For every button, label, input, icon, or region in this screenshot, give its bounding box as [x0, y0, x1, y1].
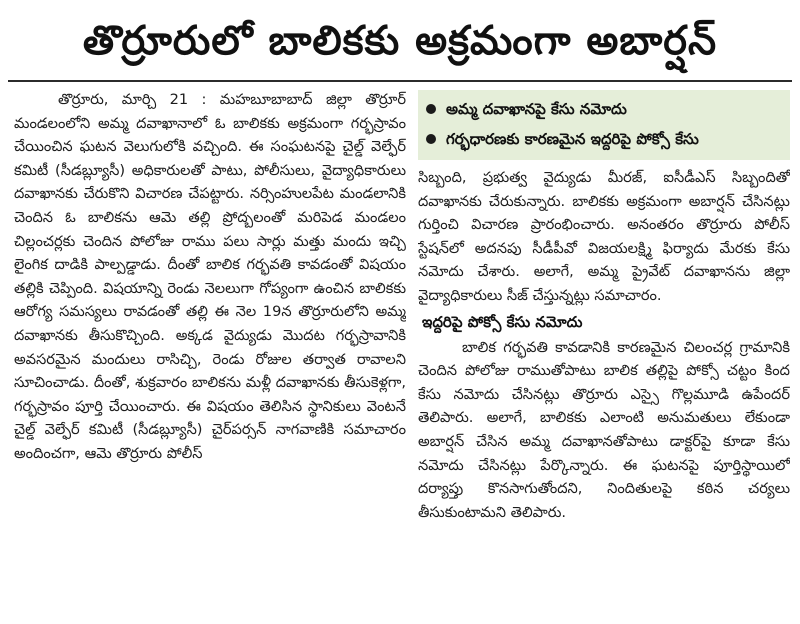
- highlight-item: [426, 94, 782, 124]
- highlights-box: [418, 90, 790, 160]
- subheading: ఇద్దరిపై పోక్సో కేసు నమోదు: [422, 312, 583, 331]
- highlight-item: [426, 124, 782, 154]
- highlight-text: గర్భధారణకు కారణమైన ఇద్దరిపై పోక్సో కేసు: [446, 130, 699, 148]
- bullet-icon: [426, 104, 436, 114]
- article-paragraph-1: తొర్రూరు, మార్చి 21 : మహబూబాబాద్ జిల్లా తొర్రూర్ మండలంలోని అమ్మ దవాఖానాలో ఓ బాలికకు అక్రమంగా గర్భస్రావం చేయించిన ఘటన వెలుగులోకి వచ్చింది. ఈ సంఘటనపై చైల్డ్ వెల్ఫేర్ కమిటీ (సీడబ్ల్యూసీ) అధికారులతో పాటు, పోలీసులు, వైద్యాధికారులు దవాఖానకు చేరుకొని విచారణ చేపట్టారు. నర్సింహులపేట మండలానికి చెందిన ఓ బాలికను ఆమె తల్లి ప్రోద్బలంతో మరిపెడ మండలం చిల్లంచర్లకు చెందిన పోలోజు రాము పలు సార్లు మత్తు మందు ఇచ్చి లైంగిక దాడికి పాల్పడ్డాడు. దీంతో బాలిక గర్భవతి కావడంతో విషయం తల్లికి చెప్పింది. విషయాన్ని రెండు నెలలుగా గోప్యంగా ఉంచిన బాలికకు ఆరోగ్య సమస్యలు రావడంతో తల్లి ఈ నెల 19న తొర్రూరులోని అమ్మ దవాఖానకు తీసుకొచ్చింది. అక్కడ వైద్యుడు మొదట గర్భస్రావానికి అవసరమైన మందులు రాసిచ్చి, రెండు రోజుల తర్వాత రావాలని సూచించాడు. దీంతో, శుక్రవారం బాలికను మళ్లీ దవాఖానకు తీసుకెళ్లగా, గర్భస్రావం పూర్తి చేయించారు. ఈ విషయం తెలిసిన స్థానికులు వెంటనే చైల్డ్ వెల్ఫేర్ కమిటీ (సీడబ్ల్యూసీ) చైర్‌పర్సన్ నాగవాణికి సమాచారం అందించగా, ఆమె తొర్రూరు పోలీస్: [14, 91, 406, 462]
- bullet-icon: [426, 134, 436, 144]
- article-paragraph-3: బాలిక గర్భవతి కావడానికి కారణమైన చిలంచర్ల గ్రామానికి చెందిన పోలోజు రాముతోపాటు బాలిక తల్లిపై పోక్సో చట్టం కింద కేసు నమోదు చేసినట్లు తొర్రూరు ఎస్సై గొల్లమూడి ఉపేందర్ తెలిపారు. అలాగే, బాలికకు ఎలాంటి అనుమతులు లేకుండా అబార్షన్ చేసిన అమ్మ దవాఖానతోపాటు డాక్టర్‌పై కూడా కేసు నమోదు చేసినట్లు పేర్కొన్నారు. ఈ ఘటనపై పూర్తిస్థాయిలో దర్యాప్తు కొనసాగుతోందని, నిందితులపై కఠిన చర్యలు తీసుకుంటామని తెలిపారు.: [418, 338, 790, 521]
- highlight-text: అమ్మ దవాఖానపై కేసు నమోదు: [446, 100, 627, 118]
- article-paragraph-2: సిబ్బంది, ప్రభుత్వ వైద్యుడు మీరజ్, ఐసీడీఎస్ సిబ్బందితో దవాఖానకు చేరుకున్నారు. బాలికకు అక్రమంగా అబార్షన్ చేసినట్లు గుర్తించి విచారణ ప్రారంభించారు. అనంతరం తొర్రూరు పోలీస్ స్టేషన్‌లో అదనపు సీడీపీవో విజయలక్ష్మి ఫిర్యాదు మేరకు కేసు నమోదు చేశారు. అలాగే, అమ్మ ప్రైవేట్ దవాఖానను జిల్లా వైద్యాధికారులు సీజ్ చేస్తున్నట్లు సమాచారం.: [418, 169, 790, 304]
- headline-rule: [8, 80, 792, 82]
- right-column: [418, 90, 790, 618]
- left-column: [14, 88, 406, 618]
- headline: తొర్రూరులో బాలికకు అక్రమంగా అబార్షన్: [82, 18, 718, 64]
